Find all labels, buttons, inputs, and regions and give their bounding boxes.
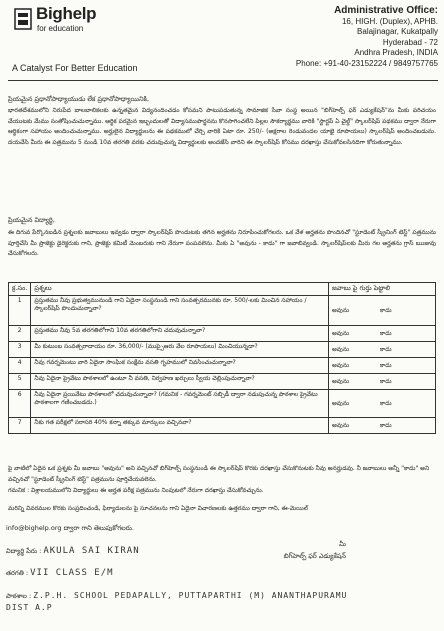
school-field: పాఠశాల : Z.P.H. SCHOOL PEDAPALLY, PUTTAPARTHI (M) ANANTHAPURAMU DIST A.P	[6, 591, 348, 612]
contact-note: మరిన్ని వివరముల కొరకు సంప్రదించండి, ఫిర్యాదులను పై సూచనలను గాని ఏదైనా విచారణలకు ఉత్తరము ద్వారా గాని, ఈ-మెయిల్	[8, 505, 309, 512]
instructions-paragraph: ఈ దిగువ పేర్కొనబడిన ప్రశ్నలకు జవాబులు ఇవ్వడం ద్వారా స్కాలర్‌షిప్ పొందుటకు తగిన అర్హతను నిరూపించుకోగలరు. ఒక వేళ అర్హతను పొందినచో "స్టూడెంట్ స్క్రీనింగ్ టెస్ట్" పత్రమును పూర్తిచేసి మీ ప్రాజెక్టు డైరెక్టరుకు గాని, ప్రాజెక్టు కమిటీ మెంబరుకు గాని నేరుగా పంపవలెను. మీకు ఏ "అవును - కాదు" గా జవాబివ్వండి. స్కాలర్‌షిప్‌లకు మీరు గల అర్హతను గ్రాస్ ఋజువు చేసుకోగలరు.	[8, 229, 436, 258]
table-row: 7 నీకు గత పరీక్షలో సరాసరి 40% కన్నా తక్కువ మార్కులు వచ్చినవా? అవును కాదు	[9, 418, 436, 434]
class-label: తరగతి	[6, 569, 24, 577]
yes-option[interactable]: అవును	[332, 329, 350, 337]
table-row: 5 నీవు ఏదైనా ప్రైవేటు పాఠశాలలో ఉంటూ నీ వసతి, నిర్వహణ ఖర్చులు స్వీయ చెల్లింపుచున్నావా? అవును కాదు	[9, 374, 436, 390]
yes-option[interactable]: అవును	[332, 361, 350, 369]
question-text: నీవు ఏదైనా ప్రైవేటు పాఠశాలలో ఉంటూ నీ వసతి, నిర్వహణ ఖర్చులు స్వీయ చెల్లింపుచున్నావా?	[31, 374, 329, 390]
question-text: నీవు గవర్నమెంటు వారి ఏదైనా సాంఘిక సంక్షేమ వసతి గృహములో నివసించుచున్నావా?	[31, 358, 329, 374]
table-row: 3 మీ కుటుంబ సంవత్సరాదాయం రూ. 36,000/- (ముప్పైఆరు వేల రూపాయలు) మించియున్నదా? అవును కాదు	[9, 342, 436, 358]
yes-option[interactable]: అవును	[332, 399, 350, 407]
question-text: ప్రస్తుతము నీవు 5వ తరగతిలోగాని 10వ తరగతిలోగాని చదువుచున్నావా?	[31, 326, 329, 342]
question-text: మీ కుటుంబ సంవత్సరాదాయం రూ. 36,000/- (ముప్పైఆరు వేల రూపాయలు) మించియున్నదా?	[31, 342, 329, 358]
class-value: VII CLASS E/M	[30, 568, 114, 578]
address-block	[296, 6, 438, 70]
table-row: 2 ప్రస్తుతము నీవు 5వ తరగతిలోగాని 10వ తరగతిలోగాని చదువుచున్నావా? అవును కాదు	[9, 326, 436, 342]
address-line: Balajinagar, Kukatpally	[357, 27, 438, 37]
brand-name: Bighelp	[36, 4, 97, 23]
school-value: Z.P.H. SCHOOL PEDAPALLY, PUTTAPARTHI (M) ANANTHAPURAMU DIST A.P	[6, 591, 348, 612]
col-question: ప్రశ్నలు	[31, 283, 329, 296]
question-text: నీవు ఏదైనా ప్రయివేటు పాఠశాలలో చదువుచున్నావా? (గమనిక - గవర్నమెంట్ సబ్సిడీ ద్వారా నడుపుచున్న పాఠశాల ప్రైవేటు పాఠశాలగా గణించబడదు.)	[31, 390, 329, 418]
bighelp-logo-icon	[14, 8, 32, 30]
col-serial: క్ర.సం.	[9, 283, 31, 296]
greeting: ప్రియమైన ప్రధానోపాధ్యాయుడు లేక ప్రధానోపాధ్యాయినికి,	[8, 95, 150, 103]
no-option[interactable]: కాదు	[380, 421, 392, 429]
yes-option[interactable]: అవును	[332, 306, 350, 314]
brand-subtitle: for education	[37, 24, 84, 33]
sign-line-1: మీ	[339, 540, 346, 548]
eligibility-table	[8, 282, 436, 434]
question-text: ప్రస్తుతము నీవు ప్రభుత్వమునుండి గాని ఏదైనా సంస్థనుండి గాని సంవత్సరమునకు రూ. 500/-లకు మించిన సహాయం / స్కాలర్‌షిప్ పొందుచున్నావా?	[31, 296, 329, 326]
table-row: 4 నీవు గవర్నమెంటు వారి ఏదైనా సాంఘిక సంక్షేమ వసతి గృహములో నివసించుచున్నావా? అవును కాదు	[9, 358, 436, 374]
remark-note: గమనిక : విశ్లాలయములోని విద్యార్థులు ఈ అర్హత పరీక్ష పత్రమును నింపుటలో నేరుగా దరఖాస్తు చేసుకోవచ్చును.	[8, 487, 264, 494]
disqualify-note: పై వాటిలో ఏదైన ఒక ప్రశ్నకు మీ జవాబు "అవును" అని వచ్చినచో బిగ్‌హెల్ప్ సంస్థనుండి ఈ స్కాలర్‌షిప్ కొరకు దరఖాస్తు చేసుకొనుటకు నీవు అనర్హుడవు. నీ జవాబులు అన్నీ "కాదు" అని వచ్చినచో "స్టూడెంట్ స్క్రీనింగ్ టెస్ట్" పత్రమును పూర్తిచేయవలెను.	[8, 465, 430, 483]
col-answer: జవాబు పై గుర్తు పెట్టాలి	[329, 283, 436, 296]
address-line: Hyderabad - 72	[382, 37, 438, 47]
yes-option[interactable]: అవును	[332, 377, 350, 385]
header-divider	[8, 80, 438, 81]
contact-email[interactable]: info@bighelp.org	[6, 524, 62, 532]
student-greeting: ప్రియమైన విద్యార్థి,	[8, 216, 55, 224]
class-field: తరగతి : VII CLASS E/M	[6, 568, 114, 578]
sign-line-2: బిగ్‌హెల్ప్ ఫర్ ఎడ్యుకేషన్	[283, 552, 346, 560]
no-option[interactable]: కాదు	[380, 306, 392, 314]
question-text: నీకు గత పరీక్షలో సరాసరి 40% కన్నా తక్కువ మార్కులు వచ్చినవా?	[31, 418, 329, 434]
no-option[interactable]: కాదు	[380, 377, 392, 385]
student-name-value: AKULA SAI KIRAN	[43, 546, 140, 556]
address-title: Administrative Office:	[334, 5, 438, 16]
no-option[interactable]: కాదు	[380, 329, 392, 337]
table-row: 1 ప్రస్తుతము నీవు ప్రభుత్వమునుండి గాని ఏదైనా సంస్థనుండి గాని సంవత్సరమునకు రూ. 500/-లకు మించిన సహాయం / స్కాలర్‌షిప్ పొందుచున్నావా? అవును కాదు	[9, 296, 436, 326]
intro-paragraph: భారతదేశములోని నిరుపేద బాలబాలికలకు ఉన్నతమైన విద్యనందించడం కోసమని పాటుపడుతున్న సామాజిక సేవా సంస్థ అయిన "బిగ్‌హెల్ప్ ఫర్ ఎడ్యుకేషన్"ను మీకు పరిచయం చేయుటకు మేము సంతోషించుచున్నాము. ఆర్థిక పరమైన ఇబ్బందులతో విద్యాసముపార్జనను కొనసాగించలేని పిల్లల సౌకర్యార్థము వారికి "స్టార్టప్ ఏ చైల్డ్" స్కాలర్‌షిప్ పథకము ద్వారా నేరుగా ఆర్థికంగా సహాయం అందించుచున్నాము. అర్హులైన విద్యార్థులను ఈ పథకములో చేర్చి వారికి ఏటా రూ. 250/- (అక్షరాల రెండువందల యాభై రూపాయలు) స్కాలర్‌షిప్ అందించబడును. దయచేసి మీరు ఈ పత్రమును 5 నుండి 10వ తరగతి వరకు చదువుచున్న విద్యార్థులకు అందజేసి వారిని ఈ స్కాలర్‌షిప్ కోసము దరఖాస్తు చేసుకోవలసినదిగా కోరుతున్నాము.	[8, 107, 436, 146]
student-name-field: విద్యార్థి పేరు : AKULA SAI KIRAN	[6, 546, 140, 556]
no-option[interactable]: కాదు	[380, 399, 392, 407]
no-option[interactable]: కాదు	[380, 345, 392, 353]
address-phone: Phone: +91-40-23152224 / 9849757765	[295, 58, 438, 68]
contact-email-tail: ద్వారా గాని తెలుపుకోగలరు.	[63, 524, 134, 532]
yes-option[interactable]: అవును	[332, 421, 350, 429]
yes-option[interactable]: అవును	[332, 345, 350, 353]
table-row: 6 నీవు ఏదైనా ప్రయివేటు పాఠశాలలో చదువుచున్నావా? (గమనిక - గవర్నమెంట్ సబ్సిడీ ద్వారా నడుపుచున్న పాఠశాల ప్రైవేటు పాఠశాలగా గణించబడదు.) అవును కాదు	[9, 390, 436, 418]
contact-email-line	[6, 524, 134, 534]
tagline: A Catalyst For Better Education	[12, 63, 138, 73]
address-line: 16, HIGH. (Duplex), APHB.	[341, 16, 438, 26]
student-name-label: విద్యార్థి పేరు	[6, 547, 38, 555]
no-option[interactable]: కాదు	[380, 361, 392, 369]
address-line: Andhra Pradesh, INDIA	[354, 48, 438, 58]
school-label: పాఠశాల	[6, 592, 27, 600]
